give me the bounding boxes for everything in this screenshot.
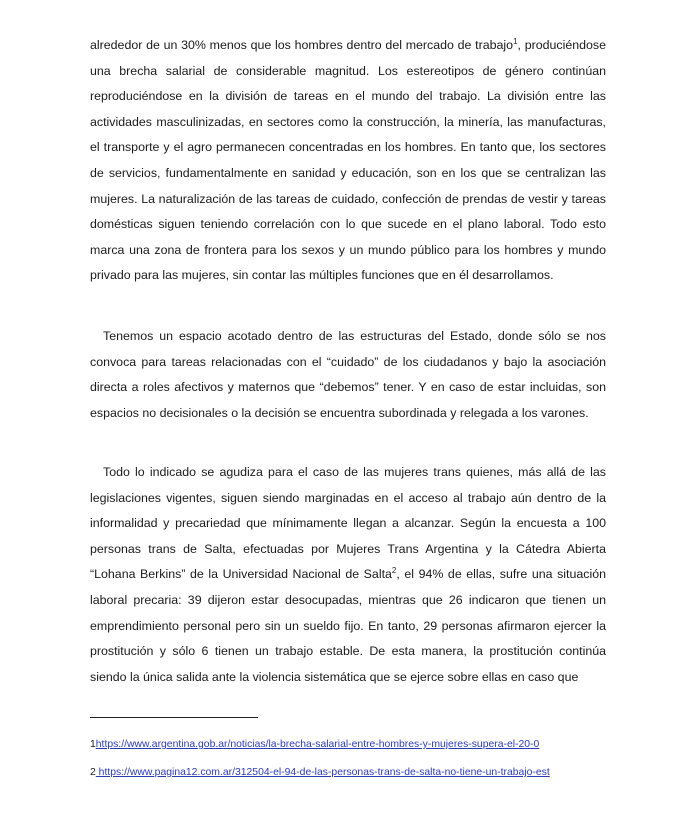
paragraph-3-text-cont: , el 94% de ellas, sufre una situación laboral precaria: 39 dijeron estar desocupadas, mientras que 26 indicaron que tienen un emprendimiento personal pero sin un sueldo fijo. En tanto, 29 personas afirmaron ejercer la prostitución y sólo 6 tienen un trabajo estable. De esta manera, la prostitución continúa siendo la única salida ante la violencia sistemática que se ejerce sobre ellas en caso que [90, 567, 606, 684]
footnote-1-link[interactable]: https://www.argentina.gob.ar/noticias/la-brecha-salarial-entre-hombres-y-mujeres-supera-el-20-0 [95, 739, 540, 750]
footnote-2-number: 2 [90, 767, 96, 778]
footnote-2 [90, 766, 550, 780]
footnote-2-link[interactable]: https://www.pagina12.com.ar/312504-el-94-de-las-personas-trans-de-salta-no-tiene-un-trabajo-est [95, 767, 550, 778]
footnote-ref-2: 2 [391, 566, 397, 576]
paragraph-2 [90, 324, 606, 426]
paragraph-3 [90, 460, 606, 690]
footnote-1-number: 1 [90, 739, 96, 750]
footnote-ref-1: 1 [513, 36, 518, 46]
paragraph-1-text-cont: , produciéndose una brecha salarial de considerable magnitud. Los estereotipos de género continúan reproduciéndose en la división de tareas en el mundo del trabajo. La división entre las actividades masculinizadas, en sectores como la construcción, la minería, las manufacturas, el transporte y el agro permanecen concentradas en los hombres. En tanto que, los sectores de servicios, fundamentalmente en sanidad y educación, son en los que se centralizan las mujeres. La naturalización de las tareas de cuidado, confección de prendas de vestir y tareas domésticas siguen teniendo correlación con lo que sucede en el plano laboral. Todo esto marca una zona de frontera para los sexos y un mundo público para los hombres y mundo privado para las mujeres, sin contar las múltiples funciones que en él desarrollamos. [90, 38, 606, 283]
paragraph-2-text: Tenemos un espacio acotado dentro de las estructuras del Estado, donde sólo se nos convoca para tareas relacionadas con el “cuidado” de los ciudadanos y bajo la asociación directa a roles afectivos y maternos que “debemos” tener. Y en caso de estar incluidas, son espacios no decisionales o la decisión se encuentra subordinada y relegada a los varones. [90, 329, 606, 420]
footnote-separator [90, 717, 258, 718]
paragraph-1 [90, 33, 606, 289]
footnote-1 [90, 738, 539, 752]
paragraph-1-text: alrededor de un 30% menos que los hombres dentro del mercado de trabajo [90, 38, 514, 52]
paragraph-3-text: Todo lo indicado se agudiza para el caso de las mujeres trans quienes, más allá de las legislaciones vigentes, siguen siendo marginadas en el acceso al trabajo aún dentro de la informalidad y precariedad que mínimamente llegan a alcanzar. Según la encuesta a 100 personas trans de Salta, efectuadas por Mujeres Trans Argentina y la Cátedra Abierta “Lohana Berkins” de la Universidad Nacional de Salta [90, 465, 606, 582]
